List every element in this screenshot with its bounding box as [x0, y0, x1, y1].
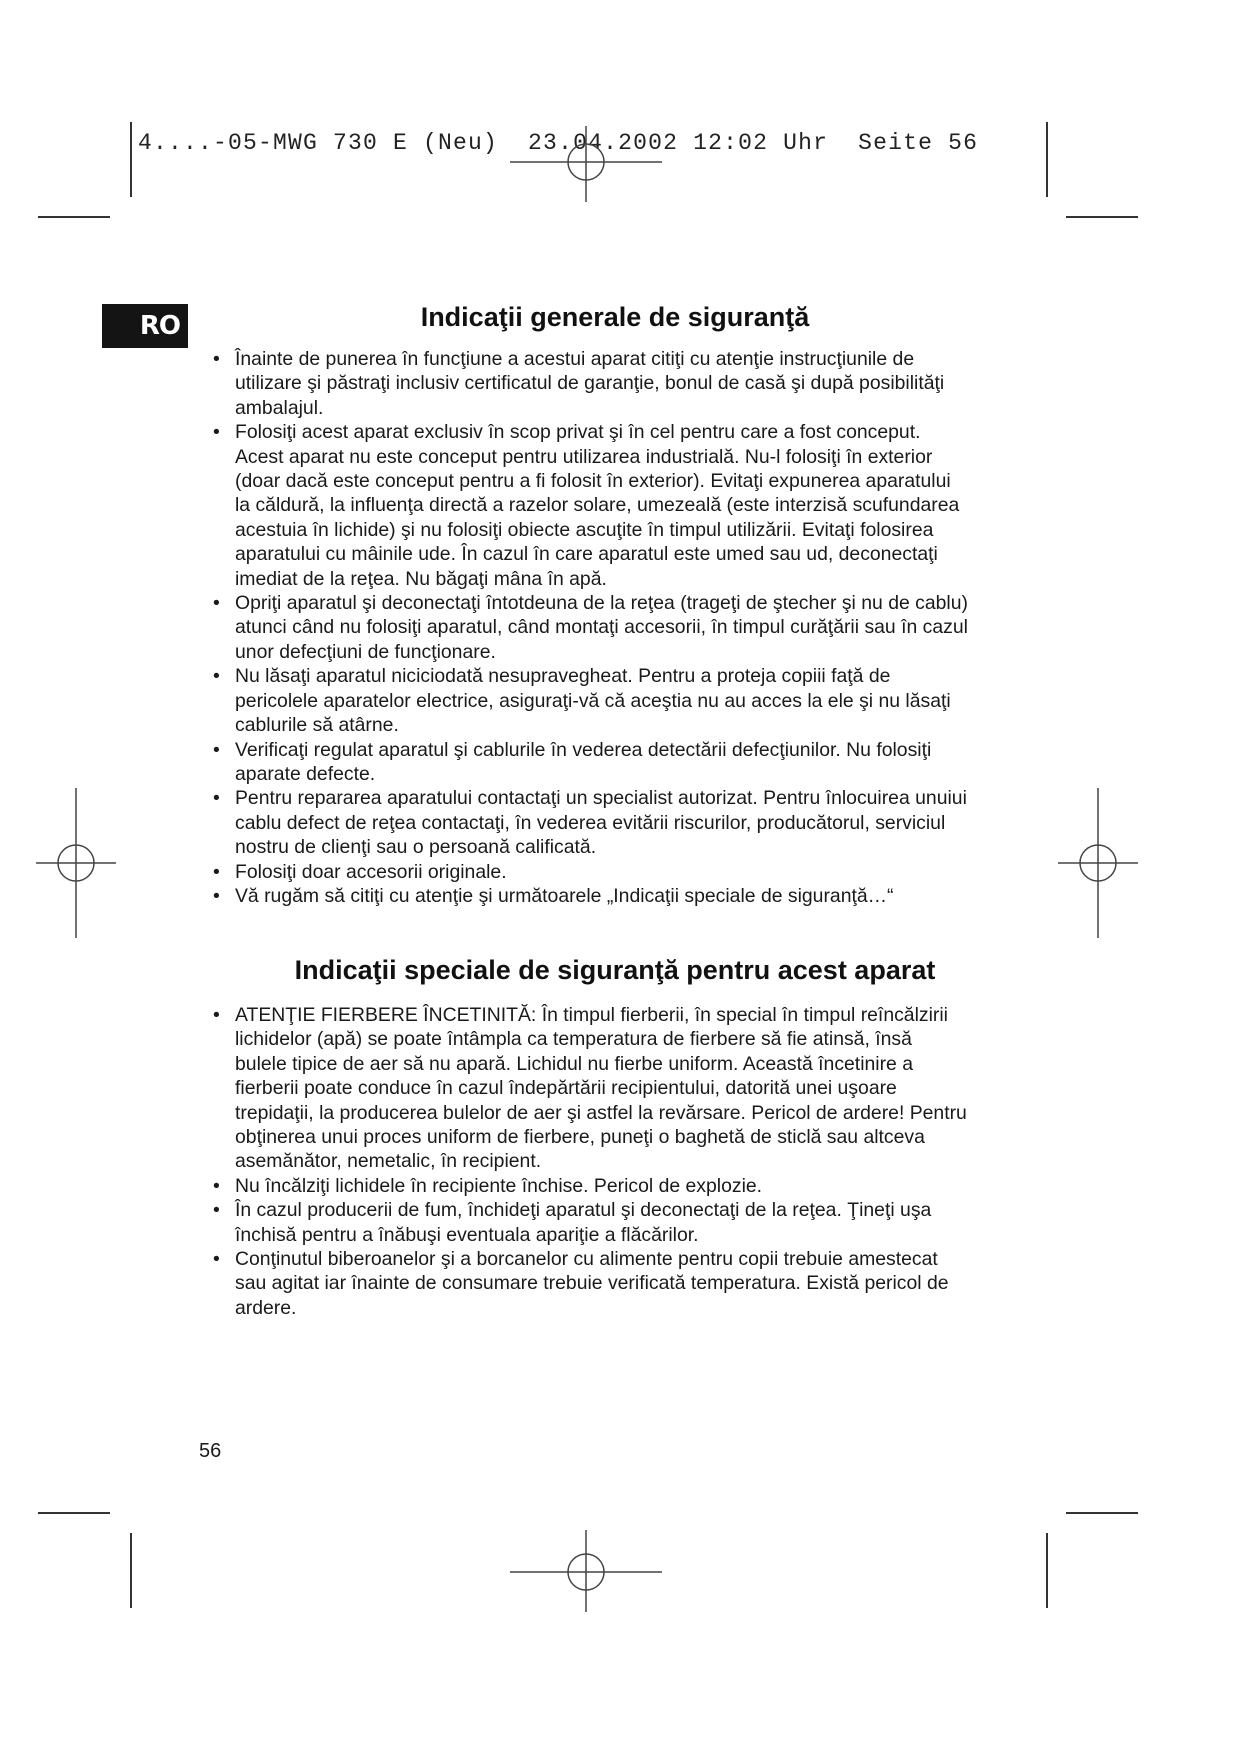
registration-mark-right [1058, 788, 1138, 938]
list-item: • Verificaţi regulat aparatul şi cablurile în vederea detectării defecţiunilor. Nu folosiţi aparate defecte. [198, 738, 968, 787]
registration-mark-left [36, 788, 116, 938]
list-item: • Folosiţi acest aparat exclusiv în scop privat şi în cel pentru care a fost conceput. Acest aparat nu este conceput pentru utilizarea industrială. Nu-l folosiţi în exterior (doar dacă este conceput pentru a fi folosit în exterior). Evitaţi expunerea aparatului la căldură, la influenţa directă a razelor solare, umezeală (este interzisă scufundarea acestuia în lichide) şi nu folosiţi obiecte ascuţite în timpul utilizării. Evitaţi folosirea aparatului cu mâinile ude. În cazul în care aparatul este umed sau ud, deconectaţi imediat de la reţea. Nu băgaţi mâna în apă. [198, 420, 968, 591]
crop-mark-bottom-right [1046, 1533, 1048, 1608]
list-item: • Conţinutul biberoanelor şi a borcanelor cu alimente pentru copii trebuie amestecat sau agitat iar înainte de consumare trebuie verificată temperatura. Există pericol de ardere. [198, 1247, 968, 1320]
list-item: • ATENŢIE FIERBERE ÎNCETINITĂ: În timpul fierberii, în special în timpul reîncălzirii lichidelor (apă) se poate întâmpla ca temperatura de fierbere să fie atinsă, însă bulele tipice de aer să nu apară. Lichidul nu fierbe uniform. Această încetinire a fierberii poate conduce în cazul îndepărtării recipientului, datorită unei uşoare trepidaţii, la producerea bulelor de aer şi astfel la revărsare. Pericol de ardere! Pentru obţinerea unui proces uniform de fierbere, puneţi o baghetă de sticlă sau altceva asemănător, nemetalic, în recipient. [198, 1003, 968, 1174]
crop-mark-bottom-left-h [38, 1512, 110, 1514]
list-item: • Nu lăsaţi aparatul niciciodată nesupravegheat. Pentru a proteja copiii faţă de pericolele aparatelor electrice, asiguraţi-vă că aceştia nu au acces la ele şi nu lăsaţi cablurile să atârne. [198, 664, 968, 737]
crop-mark-top-right-h [1066, 216, 1138, 218]
list-item: • Opriţi aparatul şi deconectaţi întotdeuna de la reţea (trageţi de ştecher şi nu de cablu) atunci când nu folosiţi aparatul, când montaţi accesorii, în timpul curăţării sau în cazul unor defecţiuni de funcţionare. [198, 591, 968, 664]
list-item: • Pentru repararea aparatului contactaţi un specialist autorizat. Pentru înlocuirea unuiui cablu defect de reţea contactaţi, în vederea evitării riscurilor, producătorul, serviciul nostru de clienţi sau o persoană calificată. [198, 786, 968, 859]
crop-mark-top-left-h [38, 216, 110, 218]
crop-mark-bottom-left [130, 1533, 132, 1608]
list-item: • Nu încălziţi lichidele în recipiente închise. Pericol de explozie. [198, 1174, 968, 1198]
list-item: • Vă rugăm să citiţi cu atenţie şi următoarele „Indicaţii speciale de siguranţă…“ [198, 884, 968, 908]
registration-mark-top [510, 126, 662, 202]
page-number: 56 [199, 1440, 222, 1462]
print-slug: 4....-05-MWG 730 E (Neu) 23.04.2002 12:02 Uhr Seite 56 [138, 130, 979, 156]
general-safety-list [198, 347, 968, 908]
section-title-general-safety: Indicaţii generale de siguranţă [420, 302, 810, 332]
crop-mark-bottom-right-h [1066, 1512, 1138, 1514]
crop-mark-top-left [130, 122, 132, 197]
language-tab: RO [102, 304, 188, 348]
list-item: • Înainte de punerea în funcţiune a acestui aparat citiţi cu atenţie instrucţiunile de utilizare şi păstraţi inclusiv certificatul de garanţie, bonul de casă şi după posibilităţi ambalajul. [198, 347, 968, 420]
registration-mark-bottom [510, 1530, 662, 1612]
crop-mark-top-right [1046, 122, 1048, 197]
section-title-special-safety: Indicaţii speciale de siguranţă pentru acest aparat [294, 955, 936, 985]
special-safety-list [198, 1003, 968, 1320]
list-item: • Folosiţi doar accesorii originale. [198, 860, 968, 884]
list-item: • În cazul producerii de fum, închideţi aparatul şi deconectaţi de la reţea. Ţineţi uşa închisă pentru a înăbuşi eventuala apariţie a flăcărilor. [198, 1198, 968, 1247]
